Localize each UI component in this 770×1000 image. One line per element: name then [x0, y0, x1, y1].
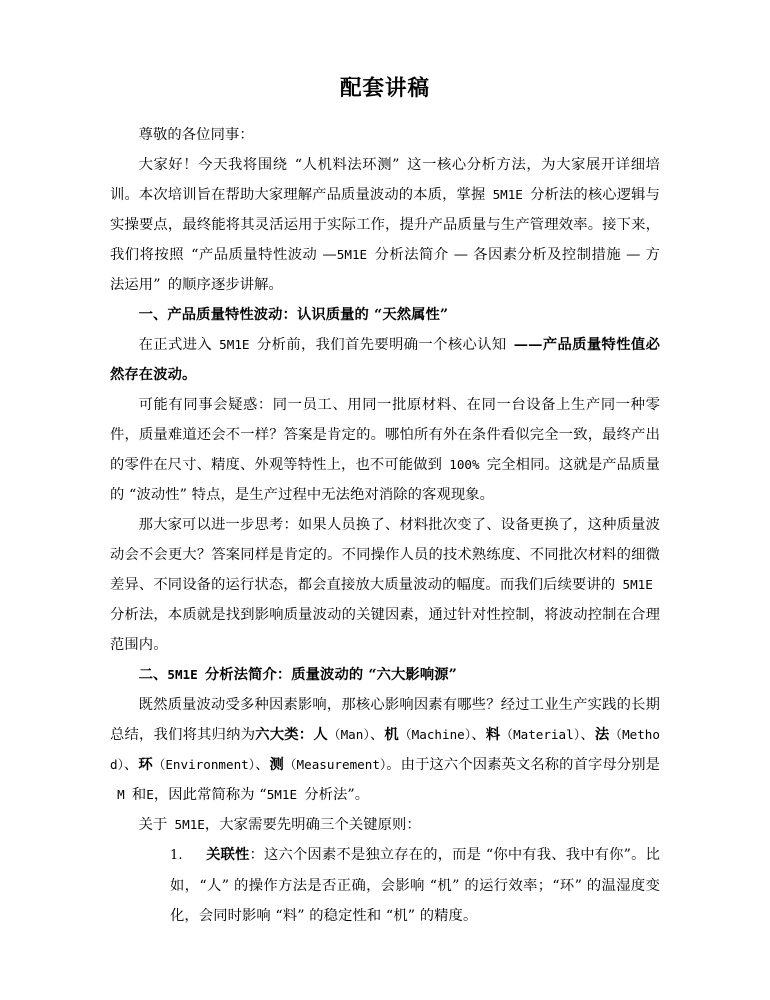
list-item [110, 840, 660, 931]
section-1-paragraph-3 [110, 510, 660, 660]
s1-p3-text-b: 分析法，本质就是找到影响质量波动的关键因素，通过针对性控制，将波动控制在合理范围内。 [110, 607, 660, 653]
intro-quote2-b: 分析法简介 — 各因素分析及控制措施 — 方法运用” [110, 247, 661, 293]
s2-p1-text-e: 分析法”。 [304, 787, 370, 803]
section-1-paragraph-2 [110, 390, 660, 510]
s2-initial-m: M [117, 787, 125, 802]
factor-cn-0: 人 [313, 727, 328, 743]
factor-separator-1: 、 [471, 727, 486, 743]
intro-quote2-a: “产品质量特性波动 — [191, 247, 337, 263]
factor-en-5: （Measurement） [283, 757, 387, 772]
s1-p3-term-5m1e: 5M1E [622, 577, 653, 592]
intro-text-a: 大家好！今天我将围绕 [138, 157, 288, 173]
factor-en-4: （Environment） [152, 757, 256, 772]
list-item-label-0: 关联性 [206, 847, 250, 863]
factor-separator-0: 、 [369, 727, 385, 743]
principles-list [110, 840, 660, 931]
document-body [110, 72, 660, 931]
list-item-marker-0: 1. [170, 848, 183, 863]
s1-p3-text-a: 那大家可以进一步思考：如果人员换了、材料批次变了、设备更换了，这种质量波动会不会更大？答案同样是肯定的。不同操作人员的技术熟练度、不同批次材料的细微差异、不同设备的运行状态，都会直接放大质量波动的幅度。而我们后续要讲的 [110, 517, 660, 593]
s2-heading-b: 分析法简介：质量波动的 “六大影响源” [204, 667, 457, 683]
factor-cn-2: 料 [485, 727, 501, 743]
factor-cn-1: 机 [384, 727, 399, 743]
page-title: 配套讲稿 [339, 76, 430, 101]
intro-term-5m1e-2: 5M1E [336, 247, 368, 262]
factor-cn-4: 环 [138, 757, 153, 773]
s2-p2-text-a: 关于 [138, 817, 168, 833]
s2-heading-term-5m1e: 5M1E [167, 667, 198, 682]
s2-heading-a: 二、 [138, 667, 168, 683]
s2-p2-text-b: ，大家需要先明确三个关键原则： [204, 817, 421, 833]
s1-p1-text-b: 分析前，我们首先要明确一个核心认知 [256, 337, 507, 353]
factor-cn-3: 法 [594, 727, 610, 743]
factor-en-2: （Material） [500, 727, 581, 742]
s1-p2-percent: 100% [449, 457, 480, 472]
s1-p1-emphasis: ——产品质量特性值必然存在波动。 [110, 337, 661, 383]
s2-initial-e: E [146, 787, 154, 802]
factor-separator-2: 、 [580, 727, 595, 743]
s2-term-5m1e-name: 5M1E [266, 787, 298, 802]
section-2-paragraph-1 [110, 690, 660, 810]
s2-p1-text-d: ，因此常简称为 “ [153, 787, 267, 803]
s1-p2-text-b: 完全相同。这就是产品质量的 “波动性” 特点，是生产过程中无法绝对消除的客观现象。 [110, 457, 660, 503]
factor-en-3: （Method） [110, 727, 660, 772]
s2-p1-bold-lead: 六大类： [255, 727, 314, 743]
intro-text-c: 分析法的核心逻辑与实操要点，最终能将其灵活运用于实际工作，提升产品质量与生产管理效率。接下来，我们将按照 [110, 187, 660, 263]
intro-text-b: 这一核心分析方法，为大家展开详细培训。本次培训旨在帮助大家理解产品质量波动的本质，掌握 [110, 157, 661, 203]
section-1-heading: 一、产品质量特性波动：认识质量的 “天然属性” [138, 307, 449, 323]
s2-p1-text-b: 。由于这六个因素英文名称的首字母分别是 [386, 757, 660, 773]
s2-p2-term-5m1e: 5M1E [174, 817, 205, 832]
factor-separator-3: 、 [123, 757, 139, 773]
section-2-paragraph-2 [110, 810, 660, 840]
factor-en-1: （Machine） [398, 727, 472, 742]
intro-text-d: 的顺序逐步讲解。 [167, 277, 283, 293]
s1-p1-text-a: 在正式进入 [138, 337, 213, 353]
list-item-text-0: ：这六个因素不是独立存在的，而是 “你中有我、我中有你”。比如，“人” 的操作方法是否正确，会影响 “机” 的运行效率；“环” 的温湿度变化，会同时影响 “料” 的稳定性和 “机” 的精度。 [170, 847, 660, 924]
salutation-text: 尊敬的各位同事： [138, 127, 254, 143]
section-1-paragraph-1 [110, 330, 660, 390]
intro-quote: “人机料法环测” [294, 157, 400, 173]
s1-p2-text-a: 可能有同事会疑惑：同一员工、用同一批原材料、在同一台设备上生产同一种零件，质量难道还会不一样？答案是肯定的。哪怕所有外在条件看似完全一致，最终产出的零件在尺寸、精度、外观等特性上，也不可能做到 [110, 397, 660, 473]
factor-separator-4: 、 [255, 757, 270, 773]
intro-term-5m1e-1: 5M1E [492, 187, 523, 202]
s1-term-5m1e: 5M1E [219, 337, 250, 352]
intro-paragraph [110, 150, 660, 300]
factor-cn-5: 测 [269, 757, 284, 773]
s2-p1-text-c: 和 [131, 787, 147, 803]
factor-en-0: （Man） [327, 727, 370, 742]
s2-p1-text-a: 既然质量波动受多种因素影响，那核心影响因素有哪些？经过工业生产实践的长期总结，我们将其归纳为 [110, 697, 660, 743]
salutation-paragraph [110, 120, 660, 150]
section-2-heading [110, 660, 660, 690]
